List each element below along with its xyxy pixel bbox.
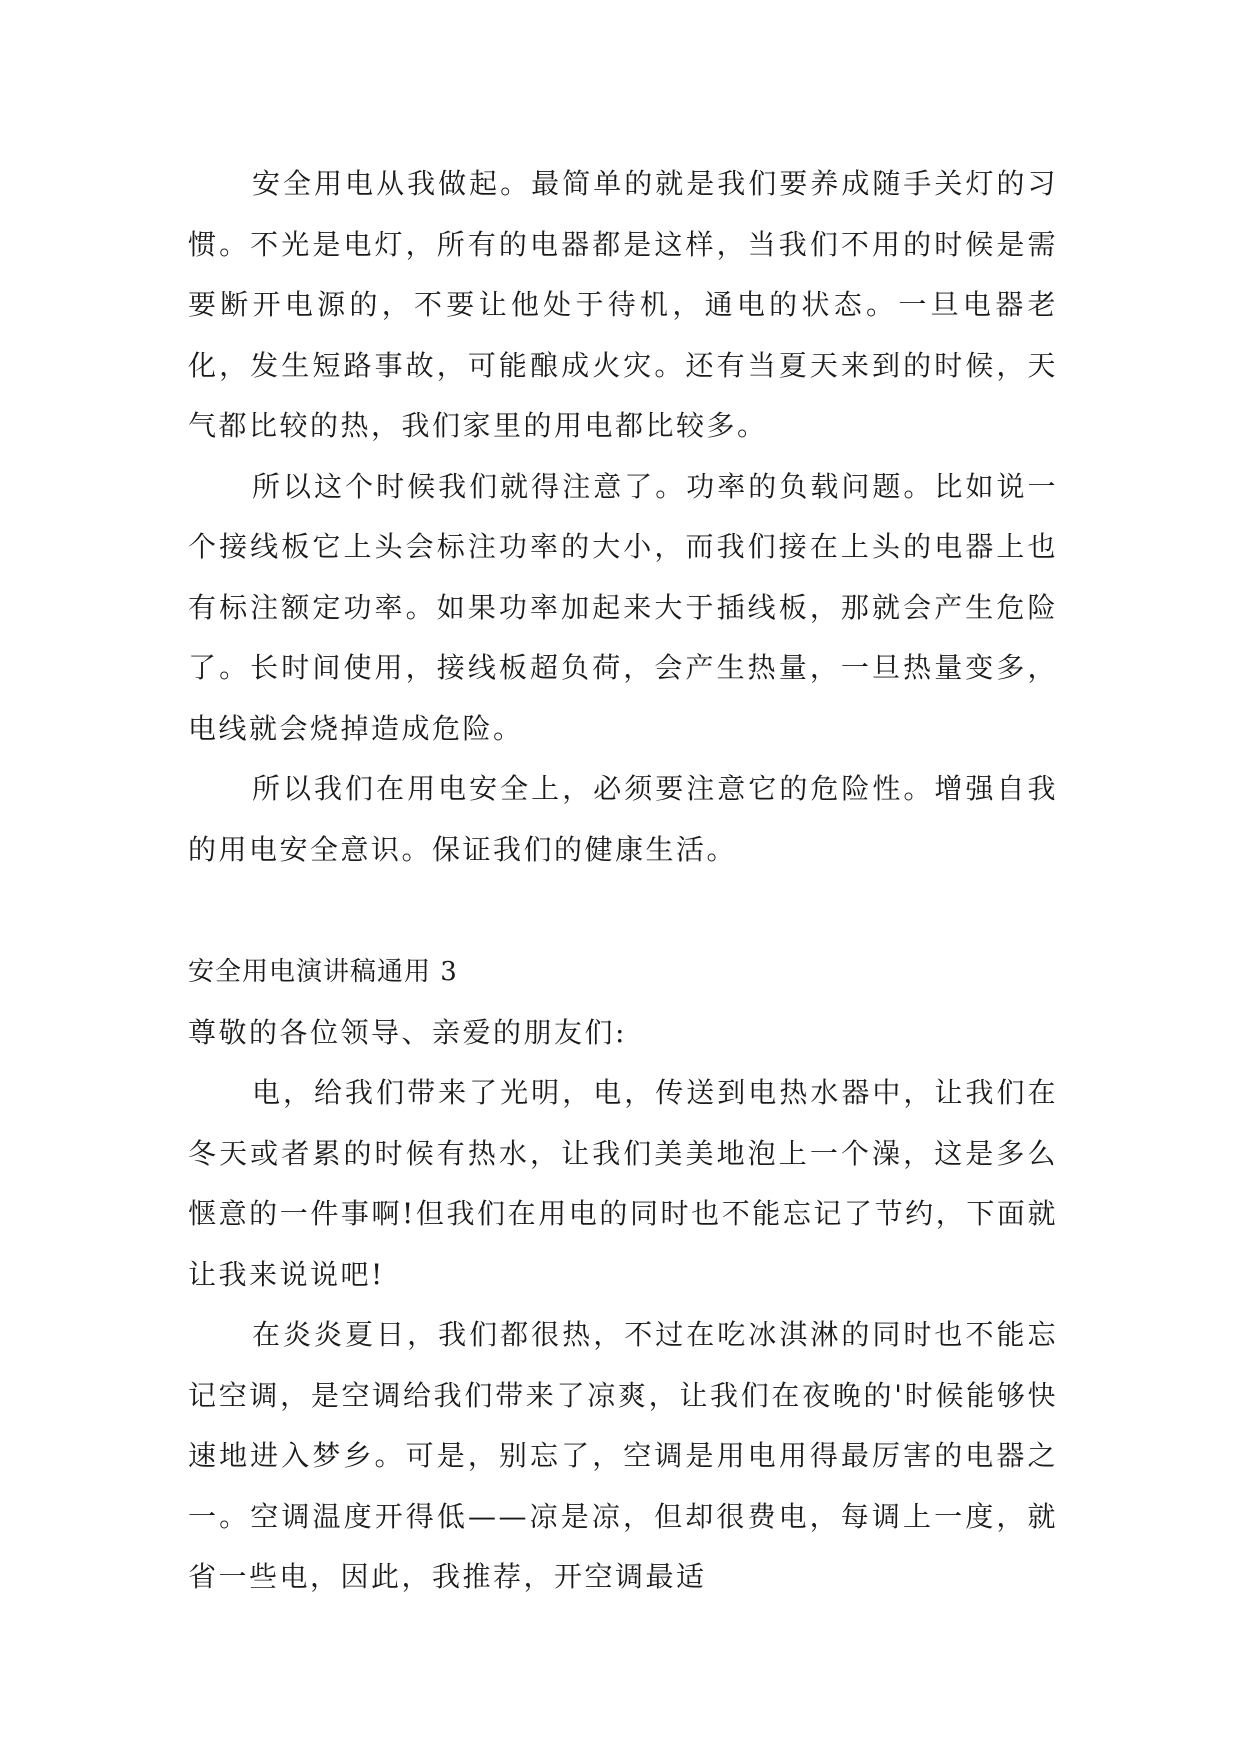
section-title: 安全用电演讲稿通用 3 <box>188 957 458 987</box>
salutation: 尊敬的各位领导、亲爱的朋友们: <box>188 1015 627 1049</box>
section-spacer <box>188 880 1058 942</box>
document-body <box>188 154 1058 1608</box>
body-paragraph: 所以这个时候我们就得注意了。功率的负载问题。比如说一个接线板它上头会标注功率的大小，而我们接在上头的电器上也有标注额定功率。如果功率加起来大于插线板，那就会产生危险了。长时间使用，接线板超负荷，会产生热量，一旦热量变多，电线就会烧掉造成危险。 <box>188 469 1058 745</box>
body-paragraph: 电，给我们带来了光明，电，传送到电热水器中，让我们在冬天或者累的时候有热水，让我们美美地泡上一个澡，这是多么惬意的一件事啊!但我们在用电的同时也不能忘记了节约，下面就让我来说说吧! <box>188 1076 1058 1291</box>
body-paragraph: 在炎炎夏日，我们都很热，不过在吃冰淇淋的同时也不能忘记空调，是空调给我们带来了凉爽，让我们在夜晚的'时候能够快速地进入梦乡。可是，别忘了，空调是用电用得最厉害的电器之一。空调温度开得低——凉是凉，但却很费电，每调上一度，就省一些电，因此，我推荐，开空调最适 <box>188 1318 1058 1593</box>
body-paragraph: 所以我们在用电安全上，必须要注意它的危险性。增强自我的用电安全意识。保证我们的健康生活。 <box>188 772 1058 866</box>
body-paragraph: 安全用电从我做起。最简单的就是我们要养成随手关灯的习惯。不光是电灯，所有的电器都是这样，当我们不用的时候是需要断开电源的，不要让他处于待机，通电的状态。一旦电器老化，发生短路事故，可能酿成火灾。还有当夏天来到的时候，天气都比较的热，我们家里的用电都比较多。 <box>188 167 1058 442</box>
